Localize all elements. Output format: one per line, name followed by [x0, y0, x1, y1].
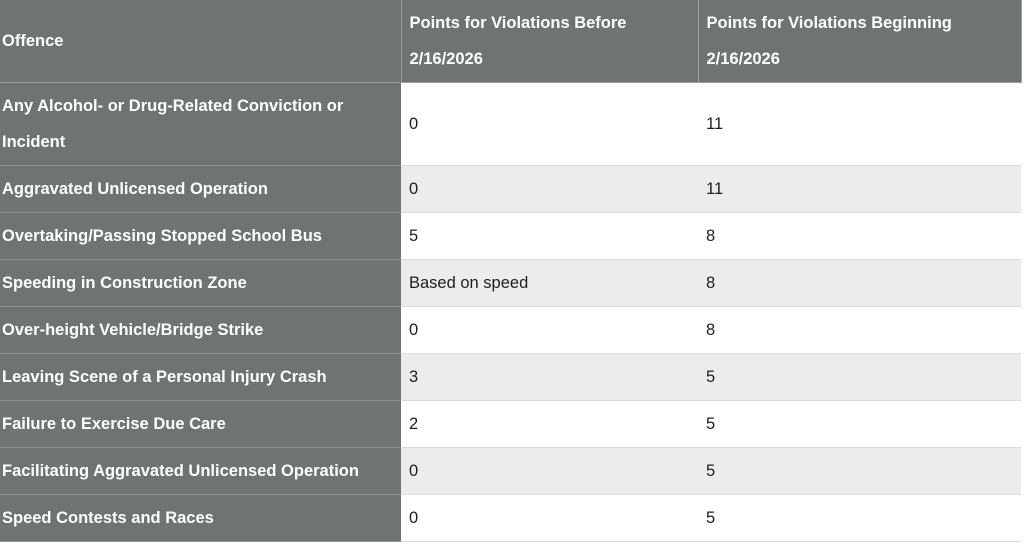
offence-cell: Overtaking/Passing Stopped School Bus [0, 213, 401, 260]
offence-cell: Facilitating Aggravated Unlicensed Operation [0, 448, 401, 495]
table-row [0, 260, 1021, 307]
offence-cell: Speeding in Construction Zone [0, 260, 401, 307]
points-beginning-cell: 8 [698, 213, 1021, 260]
header-points-beginning: Points for Violations Beginning 2/16/2026 [698, 0, 1021, 83]
points-beginning-cell: 8 [698, 307, 1021, 354]
table-body [0, 83, 1021, 542]
points-before-cell: 5 [401, 213, 698, 260]
header-offence: Offence [0, 0, 401, 83]
points-beginning-cell: 11 [698, 166, 1021, 213]
points-beginning-cell: 5 [698, 448, 1021, 495]
table-row [0, 495, 1021, 542]
points-before-cell: 3 [401, 354, 698, 401]
points-before-cell: Based on speed [401, 260, 698, 307]
offence-cell: Failure to Exercise Due Care [0, 401, 401, 448]
offence-cell: Speed Contests and Races [0, 495, 401, 542]
points-beginning-cell: 5 [698, 354, 1021, 401]
points-before-cell: 0 [401, 307, 698, 354]
points-beginning-cell: 5 [698, 495, 1021, 542]
points-beginning-cell: 5 [698, 401, 1021, 448]
points-before-cell: 0 [401, 83, 698, 166]
points-before-cell: 0 [401, 495, 698, 542]
points-before-cell: 0 [401, 166, 698, 213]
offence-cell: Any Alcohol- or Drug-Related Conviction or Incident [0, 83, 401, 166]
points-before-cell: 2 [401, 401, 698, 448]
points-before-cell: 0 [401, 448, 698, 495]
offence-cell: Leaving Scene of a Personal Injury Crash [0, 354, 401, 401]
header-points-before: Points for Violations Before 2/16/2026 [401, 0, 698, 83]
header-row [0, 0, 1021, 83]
table-row [0, 401, 1021, 448]
table-row [0, 307, 1021, 354]
points-beginning-cell: 11 [698, 83, 1021, 166]
table-row [0, 213, 1021, 260]
points-beginning-cell: 8 [698, 260, 1021, 307]
table-header [0, 0, 1021, 83]
table-row [0, 166, 1021, 213]
offence-cell: Over-height Vehicle/Bridge Strike [0, 307, 401, 354]
table-row [0, 83, 1021, 166]
table-row [0, 354, 1021, 401]
table-row [0, 448, 1021, 495]
offence-cell: Aggravated Unlicensed Operation [0, 166, 401, 213]
